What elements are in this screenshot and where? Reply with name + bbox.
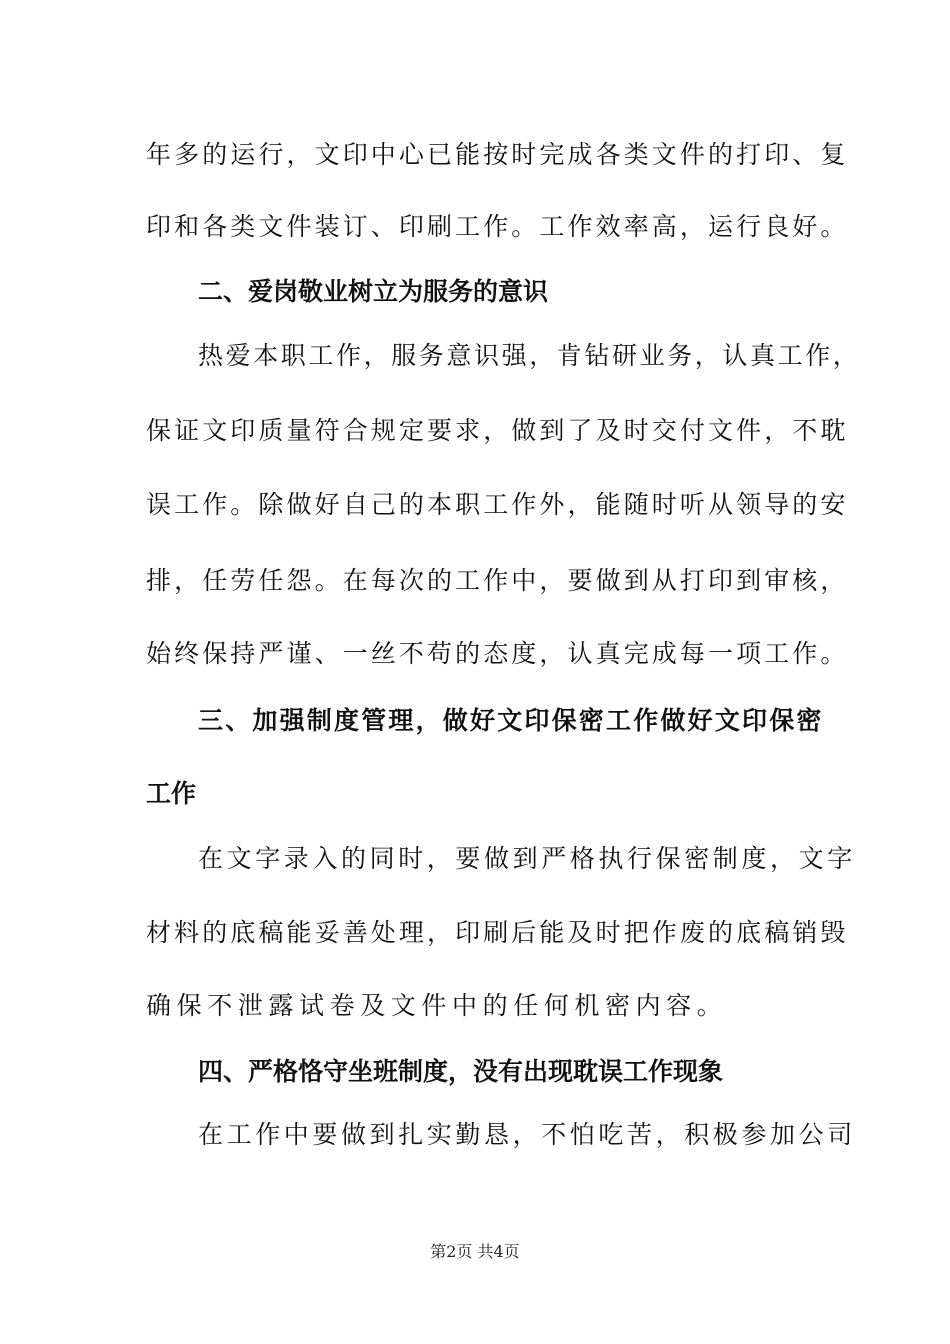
body-text-line: 热爱本职工作，服务意识强，肯钻研业务，认真工作， — [198, 341, 861, 370]
body-text-line: 材料的底稿能妥善处理，印刷后能及时把作废的底稿销毁 — [146, 918, 849, 947]
page-number-footer: 第2页 共4页 — [430, 1242, 520, 1261]
section-heading-continued: 工作 — [146, 779, 197, 808]
body-text-line: 在文字录入的同时，要做到严格执行保密制度，文字 — [198, 844, 856, 873]
section-heading: 四、严格恪守坐班制度，没有出现耽误工作现象 — [198, 1057, 724, 1086]
body-text-line: 始终保持严谨、一丝不苟的态度，认真完成每一项工作。 — [146, 639, 849, 668]
body-text-line: 确保不泄露试卷及文件中的任何机密内容。 — [146, 991, 728, 1020]
body-text-line: 年多的运行，文印中心已能按时完成各类文件的打印、复 — [146, 140, 849, 169]
body-text-line: 保证文印质量符合规定要求，做到了及时交付文件，不耽 — [146, 416, 849, 445]
body-text-line: 印和各类文件装订、印刷工作。工作效率高，运行良好。 — [146, 212, 849, 241]
body-text-line: 误工作。除做好自己的本职工作外，能随时听从领导的安 — [146, 490, 849, 519]
section-heading: 二、爱岗敬业树立为服务的意识 — [198, 277, 549, 306]
body-text-line: 排，任劳任怨。在每次的工作中，要做到从打印到审核， — [146, 566, 849, 595]
section-heading: 三、加强制度管理，做好文印保密工作做好文印保密 — [198, 706, 824, 735]
body-text-line: 在工作中要做到扎实勤恳，不怕吃苦，积极参加公司 — [198, 1120, 856, 1149]
